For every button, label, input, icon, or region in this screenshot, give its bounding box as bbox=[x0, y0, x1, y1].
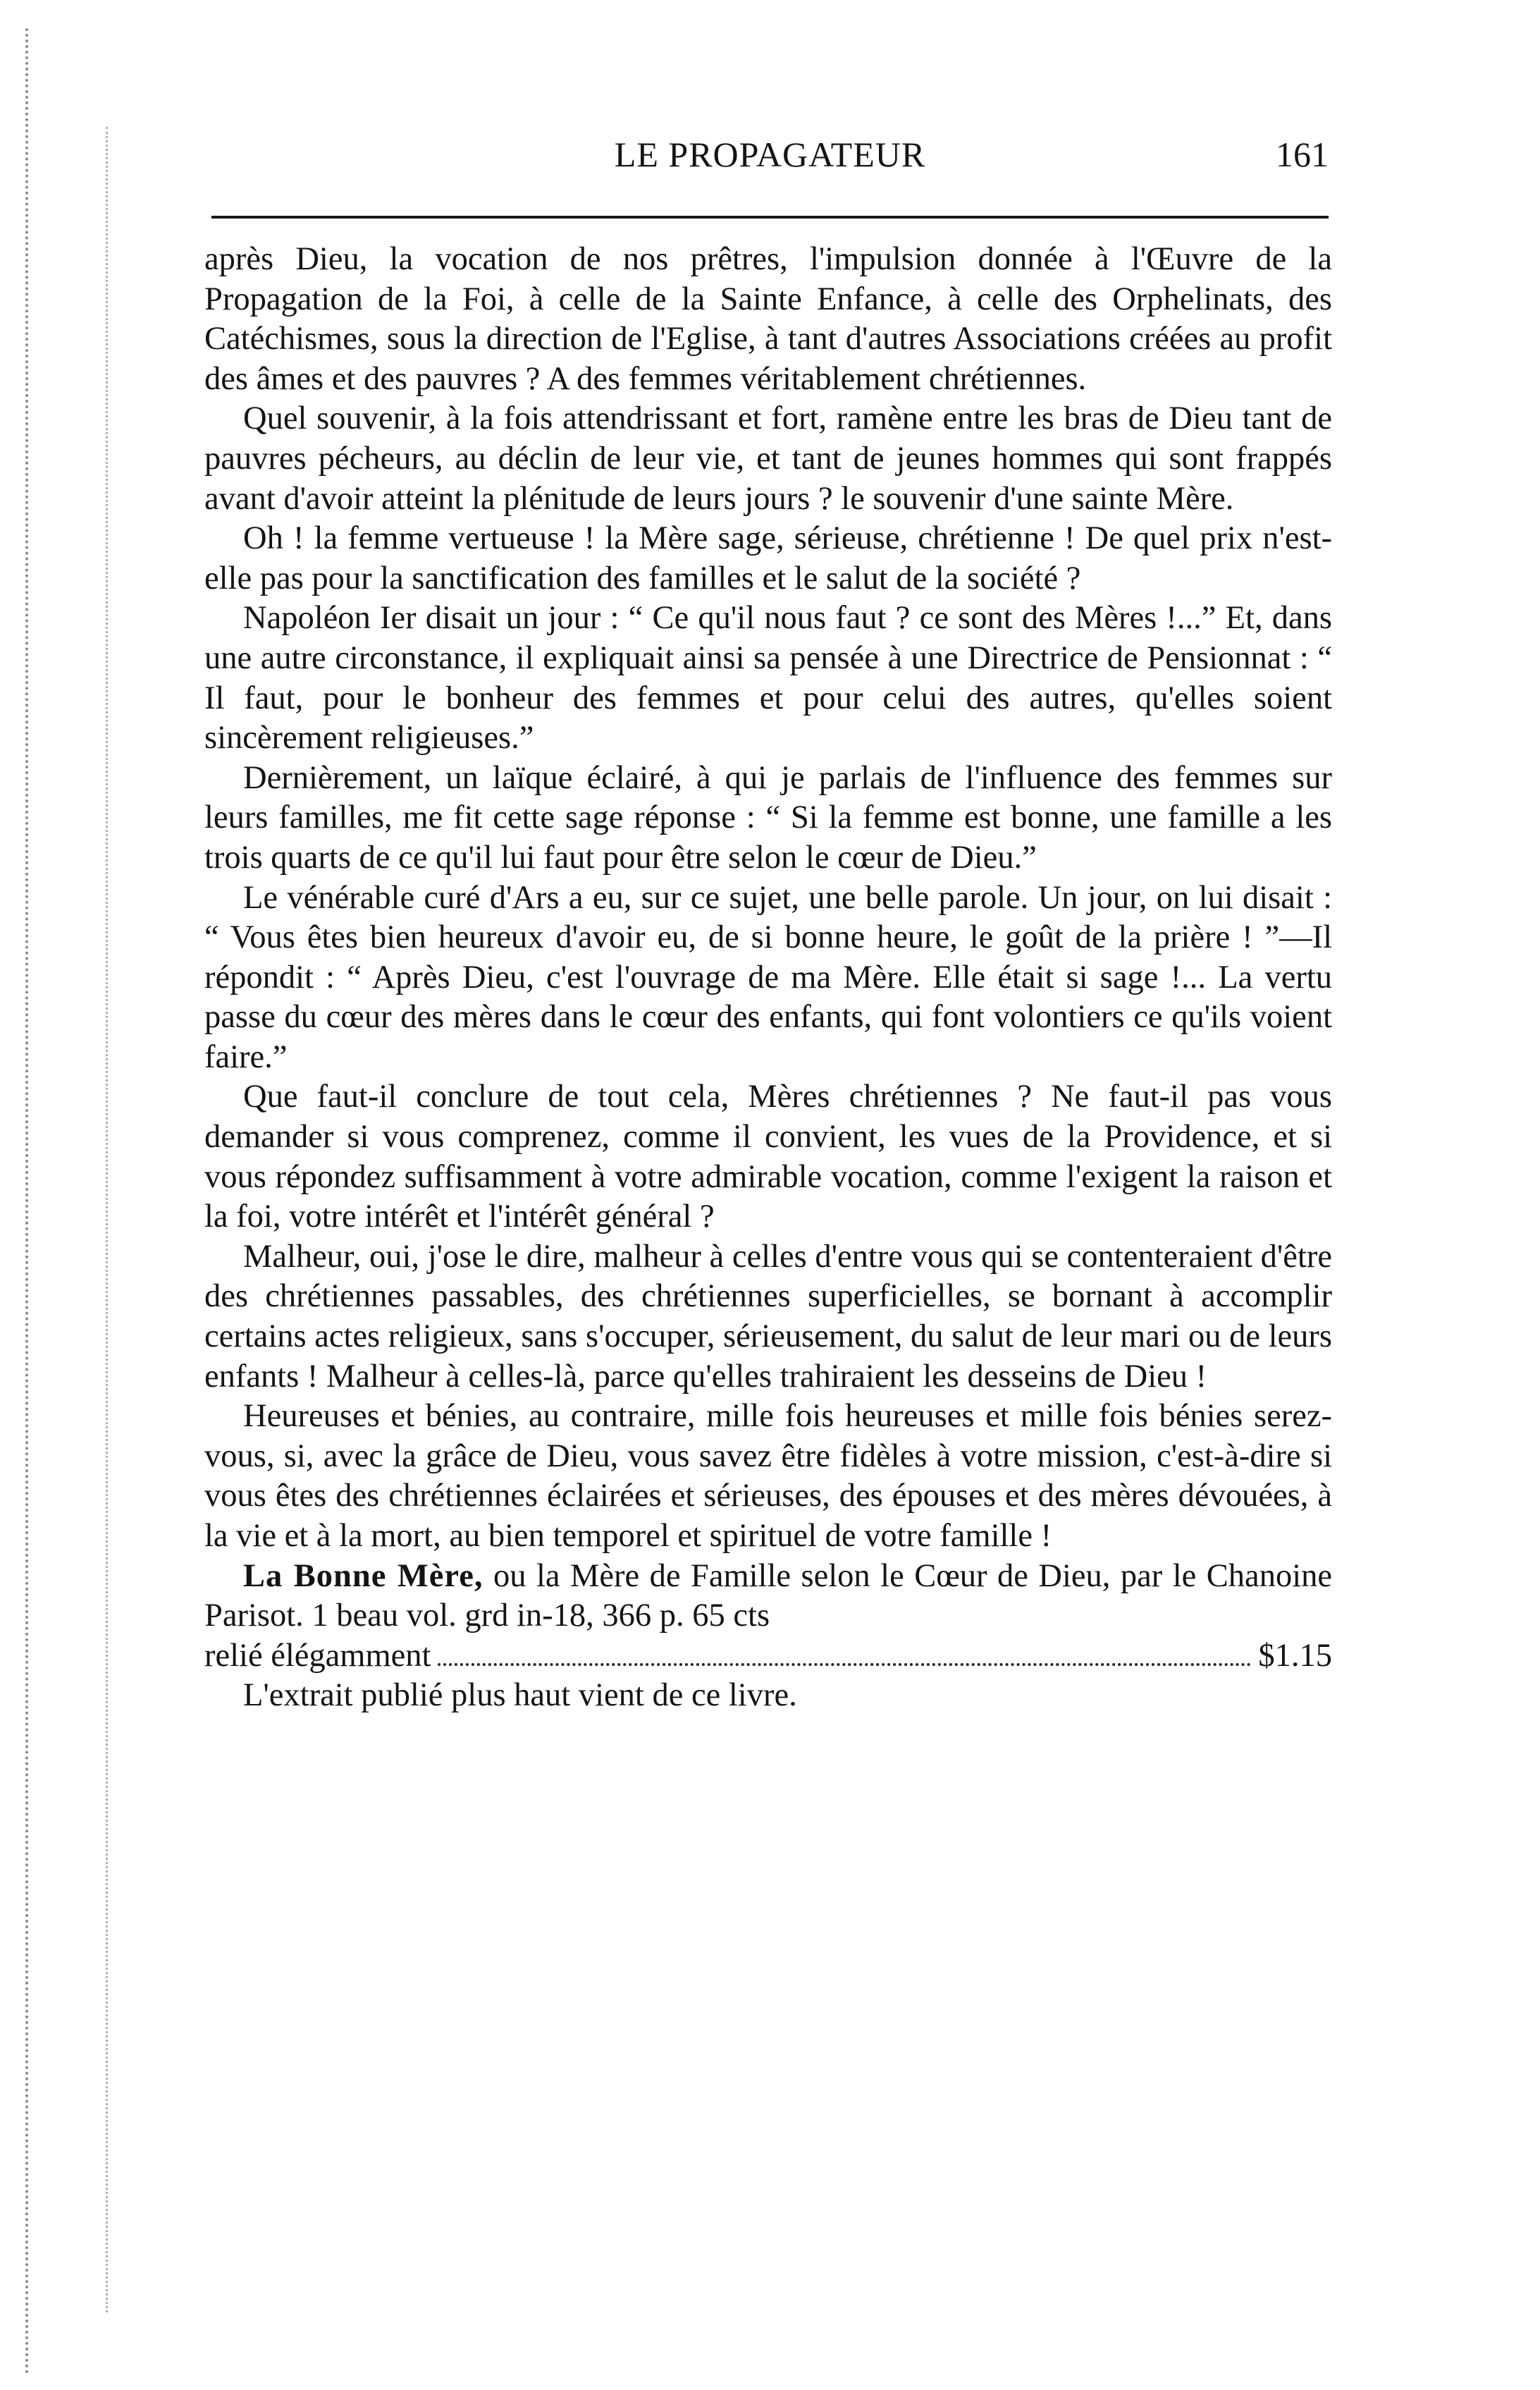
header-rule bbox=[211, 216, 1329, 219]
dot-leaders bbox=[438, 1663, 1251, 1666]
paragraph-9: Heureuses et bénies, au contraire, mille fois heureuses et mille fois bénies serez-vous, si, avec la grâce de Dieu, vous savez être fidèles à votre mission, c'est-à-dire si vous êtes des chrétiennes éclairées et sérieuses, des épouses et des mères dévouées, à la vie et à la mort, au bien temporel et spirituel de votre famille ! bbox=[204, 1398, 1332, 1554]
paragraph-1: après Dieu, la vocation de nos prêtres, l'impulsion donnée à l'Œuvre de la Propagation de la Foi, à celle de la Sainte Enfance, à celle des Orphelinats, des Catéchismes, sous la direction de l'Eglise, à tant d'autres Associations créées au profit des âmes et des pauvres ? A des femmes véritablement chrétiennes. bbox=[204, 241, 1332, 397]
paragraph-8: Malheur, oui, j'ose le dire, malheur à celles d'entre vous qui se contenteraient d'être des chrétiennes passables, des chrétiennes superficielles, se bornant à accomplir certains actes religieux, sans s'occuper, sérieusement, du salut de leur mari ou de leurs enfants ! Malheur à celles-là, parce qu'elles trahiraient les desseins de Dieu ! bbox=[204, 1238, 1332, 1395]
paragraph-6: Le vénérable curé d'Ars a eu, sur ce sujet, une belle parole. Un jour, on lui disait : “ Vous êtes bien heureux d'avoir eu, de si bonne heure, le goût de la prière ! ”—Il répondit : “ Après Dieu, c'est l'ouvrage de ma Mère. Elle était si sage !... La vertu passe du cœur des mères dans le cœur des enfants, qui font volontiers ce qu'ils voient faire.” bbox=[204, 879, 1332, 1075]
running-title: LE PROPAGATEUR bbox=[614, 135, 926, 174]
page-number: 161 bbox=[1276, 135, 1329, 174]
paragraph-5: Dernièrement, un laïque éclairé, à qui je parlais de l'influence des femmes sur leurs familles, me fit cette sage réponse : “ Si la femme est bonne, une famille a les trois quarts de ce qu'il lui faut pour être selon le cœur de Dieu.” bbox=[204, 759, 1332, 876]
book-description: ou la Mère de Famille selon le Cœur de Dieu, par le Chanoine Parisot. 1 beau vol. grd in-18, 366 p. 65 cts bbox=[204, 1557, 1333, 1634]
book-title: La Bonne Mère, bbox=[243, 1557, 483, 1594]
binding-edge-inner bbox=[106, 127, 108, 2312]
advertisement bbox=[204, 1557, 1332, 1636]
price-line bbox=[204, 1636, 1332, 1677]
paragraph-2: Quel souvenir, à la fois attendrissant et fort, ramène entre les bras de Dieu tant de pauvres pécheurs, au déclin de leur vie, et tant de jeunes hommes qui sont frappés avant d'avoir atteint la plénitude de leurs jours ? le souvenir d'une sainte Mère. bbox=[204, 400, 1332, 517]
body-text bbox=[204, 240, 1332, 1716]
paragraph-4: Napoléon Ier disait un jour : “ Ce qu'il nous faut ? ce sont des Mères !...” Et, dans une autre circonstance, il expliquait ainsi sa pensée à une Directrice de Pensionnat : “ Il faut, pour le bonheur des femmes et pour celui des autres, qu'elles soient sincèrement religieuses.” bbox=[204, 600, 1332, 756]
price: $1.15 bbox=[1258, 1637, 1332, 1674]
page-header bbox=[211, 127, 1329, 197]
closing-note: L'extrait publié plus haut vient de ce livre. bbox=[243, 1677, 797, 1714]
binding-label: relié élégamment bbox=[204, 1637, 431, 1674]
binding-edge-left bbox=[25, 28, 28, 2376]
paragraph-3: Oh ! la femme vertueuse ! la Mère sage, sérieuse, chrétienne ! De quel prix n'est-elle pas pour la sanctification des familles et le salut de la société ? bbox=[204, 520, 1332, 596]
paragraph-7: Que faut-il conclure de tout cela, Mères chrétiennes ? Ne faut-il pas vous demander si vous comprenez, comme il convient, les vues de la Providence, et si vous répondez suffisamment à votre admirable vocation, comme l'exigent la raison et la foi, votre intérêt et l'intérêt général ? bbox=[204, 1079, 1332, 1235]
